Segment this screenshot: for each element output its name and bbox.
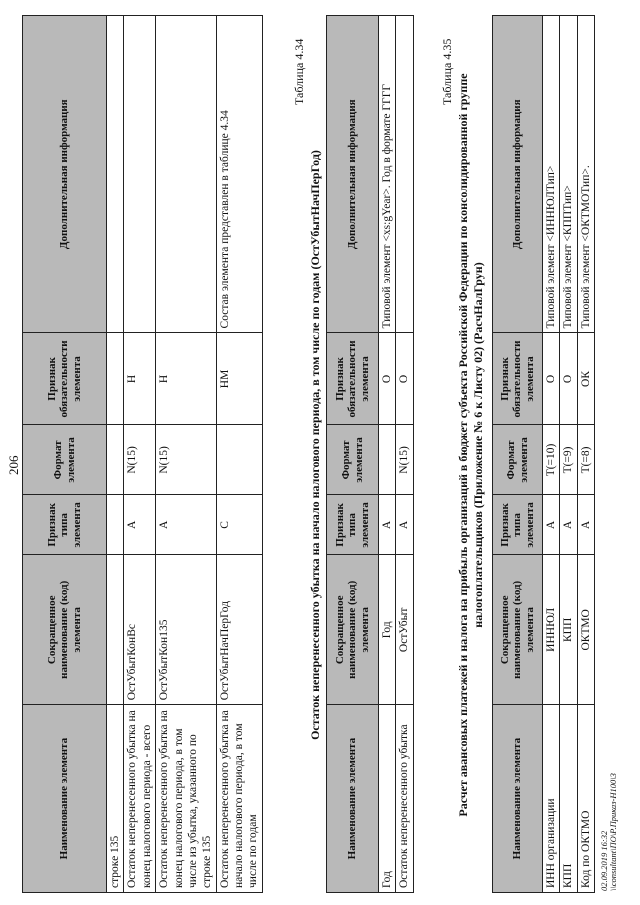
header-cell: Признак обязательности элемента <box>23 333 107 425</box>
table-label: Таблица 4.34 <box>292 38 306 105</box>
table-cell: А <box>560 495 577 555</box>
table-cell: О <box>396 333 413 425</box>
header-cell: Сокращенное наименование (код) элемента <box>327 555 379 705</box>
table-cell: T(=8) <box>577 425 594 495</box>
table-cell: Год <box>379 555 396 705</box>
table-cell: НМ <box>216 333 262 425</box>
table-row <box>396 16 413 893</box>
table-row <box>577 16 594 893</box>
table-cell: О <box>543 333 560 425</box>
header-cell: Наименование элемента <box>493 705 543 893</box>
table-4-34 <box>326 15 414 893</box>
footer <box>600 773 619 891</box>
table-cell <box>396 16 413 333</box>
table-cell: ОстУбыт <box>396 555 413 705</box>
table-cell <box>124 16 156 333</box>
footer-path: \\consultant\ПО\Р.Приказ-Н100\3 <box>608 773 619 891</box>
table-4-35 <box>492 15 595 893</box>
table-cell <box>156 16 217 333</box>
header-cell: Признак типа элемента <box>23 495 107 555</box>
header-cell: Формат элемента <box>327 425 379 495</box>
table-cell: ОстУбытКонВс <box>124 555 156 705</box>
table-cell: T(=10) <box>543 425 560 495</box>
table-label: Таблица 4.35 <box>440 38 454 105</box>
table-cell: Остаток неперенесенного убытка на начало налогового периода, в том числе по годам <box>216 705 262 893</box>
table-cell: N(15) <box>124 425 156 495</box>
table-cell: Остаток неперенесенного убытка <box>396 705 413 893</box>
table-cell: Типовой элемент <ОКТМОТип>. <box>577 16 594 334</box>
header-cell: Признак типа элемента <box>493 495 543 555</box>
table-cell: А <box>396 495 413 555</box>
header-cell: Наименование элемента <box>23 705 107 893</box>
table-continuation <box>22 15 263 893</box>
table-cell: Типовой элемент <xs:gYear>. Год в формате ГГГГ <box>379 16 396 333</box>
table-row <box>560 16 577 893</box>
table-cell: Н <box>156 333 217 425</box>
table-caption: Остаток неперенесенного убытка на начало налогового периода, в том числе по годам (ОстУбытНачПерГод) <box>308 150 322 740</box>
table-caption: Расчет авансовых платежей и налога на прибыль организаций в бюджет субъекта Российской Федерации по консолидированной группе налогоплательщиков (Приложение № 6 к Листу 02) (РасчНалГрун) <box>456 73 485 817</box>
table-header-row <box>23 16 107 893</box>
table-cell <box>216 425 262 495</box>
table-cell: ИННЮЛ <box>543 555 560 705</box>
table-row <box>379 16 396 893</box>
table-cell: Остаток неперенесенного убытка на конец налогового периода - всего <box>124 705 156 893</box>
table-row <box>543 16 560 893</box>
table-cell: Год <box>379 705 396 893</box>
header-cell: Формат элемента <box>23 425 107 495</box>
header-cell: Признак обязательности элемента <box>327 333 379 425</box>
table-row <box>156 16 217 893</box>
page-number: 206 <box>6 455 21 475</box>
header-cell: Сокращенное наименование (код) элемента <box>23 555 107 705</box>
table-header-row <box>327 16 379 893</box>
table-cell: ИНН организации <box>543 705 560 893</box>
table-cell: N(15) <box>156 425 217 495</box>
table-cell: Остаток неперенесенного убытка на конец налогового периода, в том числе из убытка, указанного по строке 135 <box>156 705 217 893</box>
table-cell: КПП <box>560 705 577 893</box>
table-cell: строке 135 <box>107 705 124 893</box>
header-cell: Дополнительная информация <box>23 16 107 333</box>
table-cell: Код по ОКТМО <box>577 705 594 893</box>
header-cell: Признак обязательности элемента <box>493 333 543 425</box>
table-cell: А <box>543 495 560 555</box>
header-cell: Сокращенное наименование (код) элемента <box>493 555 543 705</box>
table-cell: Состав элемента представлен в таблице 4.34 <box>216 16 262 333</box>
table-cell: А <box>156 495 217 555</box>
table-row <box>107 16 124 893</box>
table-cell: ОстУбытКон135 <box>156 555 217 705</box>
header-cell: Формат элемента <box>493 425 543 495</box>
header-cell: Дополнительная информация <box>493 16 543 334</box>
header-cell: Признак типа элемента <box>327 495 379 555</box>
table-cell: С <box>216 495 262 555</box>
table-cell: А <box>379 495 396 555</box>
header-cell: Дополнительная информация <box>327 16 379 333</box>
table-cell: N(15) <box>396 425 413 495</box>
table-cell: О <box>560 333 577 425</box>
table-cell: КПП <box>560 555 577 705</box>
footer-date: 02.09.2019 16:32 <box>599 830 609 891</box>
table-cell: T(=9) <box>560 425 577 495</box>
header-cell: Наименование элемента <box>327 705 379 893</box>
table-row <box>124 16 156 893</box>
table-header-row <box>493 16 543 893</box>
table-row <box>216 16 262 893</box>
table-cell: ОстУбытНачПерГод <box>216 555 262 705</box>
table-cell: ОКТМО <box>577 555 594 705</box>
table-cell <box>379 425 396 495</box>
table-cell: Типовой элемент <КППТип> <box>560 16 577 334</box>
table-cell: О <box>379 333 396 425</box>
table-cell: Н <box>124 333 156 425</box>
table-cell: ОК <box>577 333 594 425</box>
table-cell: А <box>124 495 156 555</box>
table-cell: А <box>577 495 594 555</box>
table-cell: Типовой элемент <ИННЮЛТип> <box>543 16 560 334</box>
